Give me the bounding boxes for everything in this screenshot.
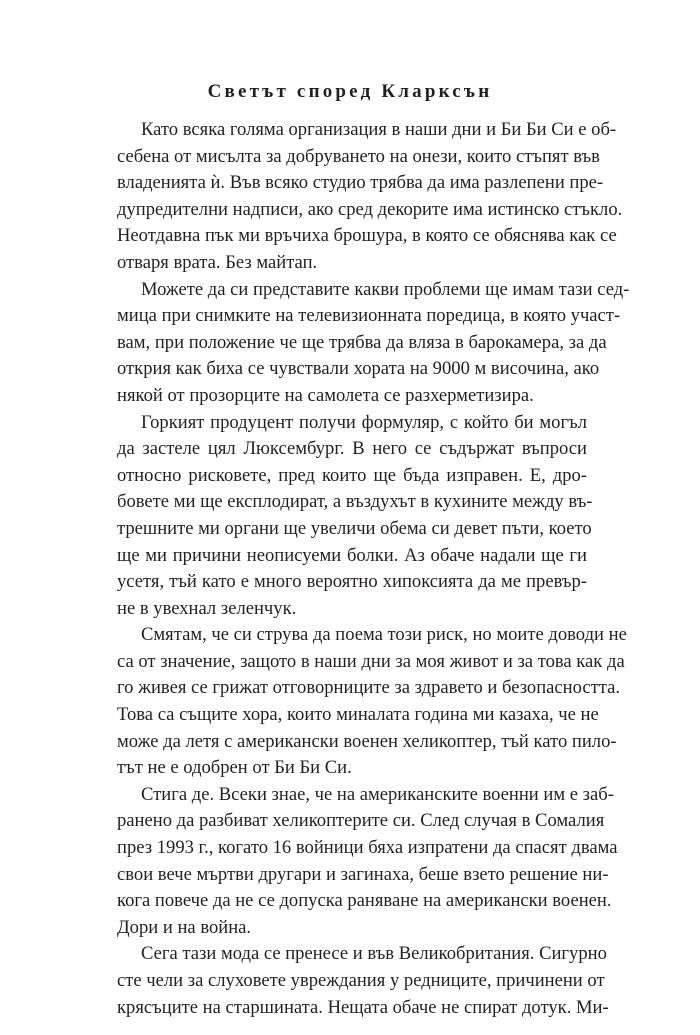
- text-line: отваря врата. Без майтап.: [117, 251, 318, 273]
- text-line: вам, при положение че ще трябва да вляза в барокамера, за да: [117, 331, 607, 353]
- text-line: владенията ѝ. Във всяко студио трябва да има разлепени пре-: [117, 172, 604, 194]
- paragraph: [117, 117, 623, 277]
- text-line: усетя, тъй като е много вероятно хипоксията да ме превър-: [117, 571, 587, 593]
- text-line: себена от мисълта за добруването на онези, които стъпят във: [117, 145, 600, 167]
- text-line: да застеле цял Люксембург. В него се съдържат въпроси: [117, 438, 587, 460]
- running-head: Светът според Кларксън: [207, 81, 493, 102]
- text-line: открия как биха се чувствали хората на 9000 м височина, ако: [117, 358, 600, 380]
- text-line: Това са същите хора, които миналата година ми казаха, че не: [117, 704, 599, 726]
- text-line: свои вече мъртви другари и загинаха, беше взето решение ни-: [117, 863, 609, 885]
- text-line: Неотдавна пък ми връчиха брошура, в която се обяснява как се: [117, 225, 617, 247]
- text-line: мица при снимките на телевизионната поредица, в която участ-: [117, 305, 621, 327]
- text-line: го живея се грижат отговорниците за здравето и безопасността.: [117, 677, 621, 699]
- paragraph: [117, 782, 618, 942]
- text-line: тът не е одобрен от Би Би Си.: [117, 757, 352, 779]
- text-line: относно рисковете, пред които ще бъда изправен. Е, дро-: [117, 464, 587, 486]
- text-line: ще ми причини неописуеми болки. Аз обаче надали ще ги: [117, 544, 587, 566]
- text-line: Горкият продуцент получи формуляр, с който би могъл: [141, 411, 587, 433]
- paragraph: [117, 622, 627, 782]
- text-line: сте чели за слуховете увреждания у редниците, причинени от: [117, 970, 605, 991]
- text-line: Дори и на война.: [117, 916, 252, 938]
- paragraph: [117, 941, 609, 1021]
- text-line: Като всяка голяма организация в наши дни и Би Би Си е об-: [141, 119, 617, 140]
- text-line: Смятам, че си струва да поема този риск, но моите доводи не: [141, 624, 627, 646]
- text-line: трешните ми органи ще увеличи обема си девет пъти, което: [117, 517, 592, 539]
- paragraph: [117, 410, 593, 623]
- text-line: Стига де. Всеки знае, че на американските военни им е заб-: [141, 783, 614, 805]
- text-line: някой от прозорците на самолета се разхерметизира.: [117, 384, 534, 406]
- text-line: са от значение, защото в наши дни за моя живот и за това как да: [117, 650, 625, 672]
- text-line: през 1993 г., когато 16 войници бяха изпратени да спасят двама: [117, 837, 618, 859]
- text-line: ранено да разбиват хеликоптерите си. След случая в Сомалия: [117, 810, 605, 832]
- text-line: кога повече да не се допуска раняване на американски военен.: [117, 890, 612, 912]
- text-line: не в увехнал зеленчук.: [117, 597, 297, 619]
- text-line: Сега тази мода се пренесе и във Великобритания. Сигурно: [141, 943, 607, 965]
- paragraph: [117, 277, 630, 410]
- body-text: [117, 117, 630, 1021]
- text-line: крясъците на старшината. Нещата обаче не спират дотук. Ми-: [117, 996, 609, 1018]
- text-line: може да летя с американски военен хеликоптер, тъй като пило-: [117, 730, 617, 752]
- text-line: Можете да си представите какви проблеми ще имам тази сед-: [141, 278, 630, 300]
- text-line: дупредителни надписи, ако сред декорите има истинско стъкло.: [117, 198, 623, 220]
- text-line: бовете ми ще експлодират, а въздухът в кухините между въ-: [117, 491, 593, 513]
